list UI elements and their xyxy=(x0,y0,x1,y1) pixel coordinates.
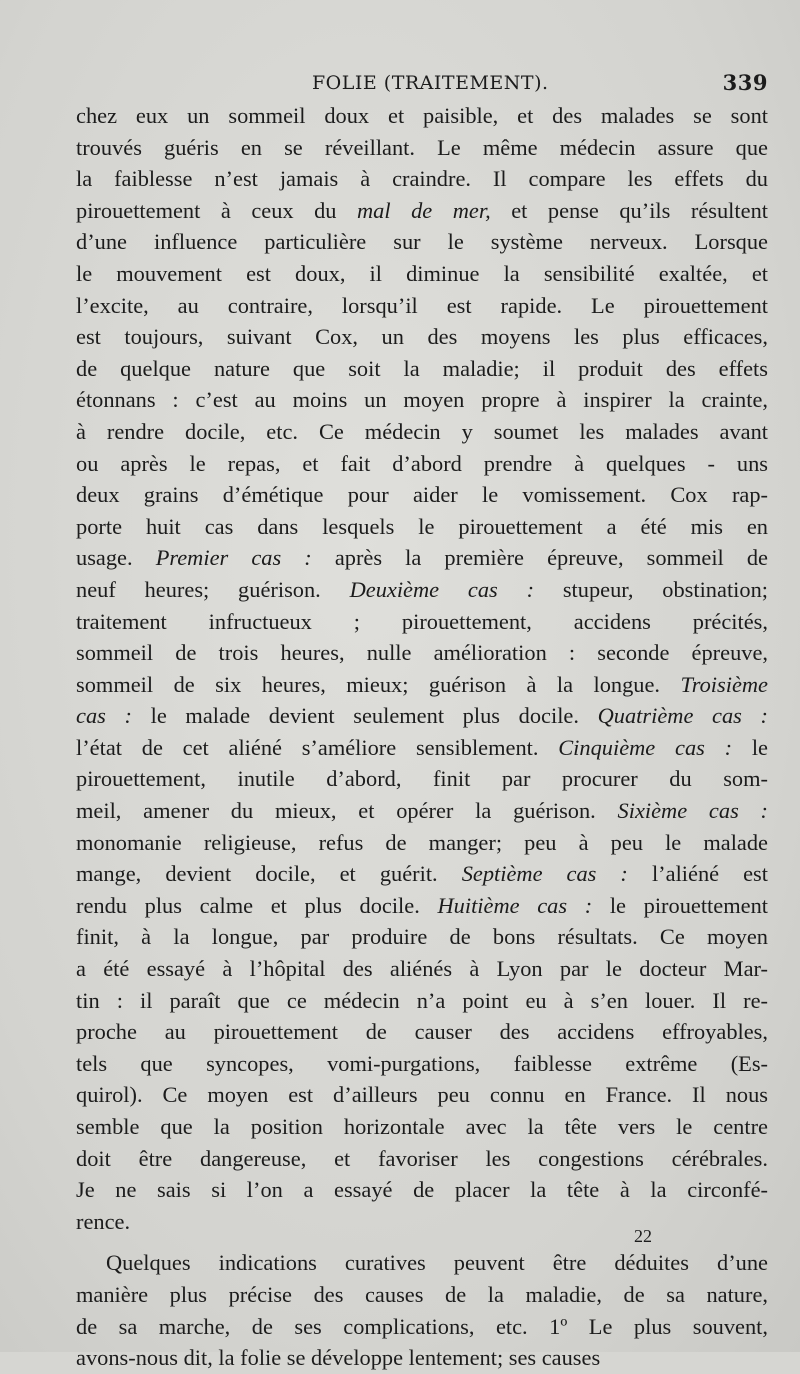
text-segment: de sa marche, de ses complications, etc. 1º Le plus souvent, xyxy=(76,1313,768,1339)
italic-segment: mal de mer, xyxy=(357,197,491,223)
text-line xyxy=(76,1111,768,1143)
text-segment: monomanie religieuse, refus de manger; peu à peu le malade xyxy=(76,829,768,855)
text-segment: pirouettement, inutile d’abord, finit par procurer du som- xyxy=(76,766,768,792)
text-segment: neuf heures; guérison. xyxy=(76,576,350,602)
text-segment: le xyxy=(732,734,768,760)
italic-segment: Cinquième cas : xyxy=(558,734,733,760)
italic-segment: Sixième cas : xyxy=(617,798,768,824)
text-segment: rendu plus calme et plus docile. xyxy=(76,892,438,918)
text-segment: ou après le repas, et fait d’abord prendre à quelques - uns xyxy=(76,450,768,476)
text-line xyxy=(76,1174,768,1206)
text-segment: meil, amener du mieux, et opérer la guérison. xyxy=(76,798,618,824)
text-segment: rence. xyxy=(76,1208,131,1234)
text-line xyxy=(76,479,768,511)
text-segment: porte huit cas dans lesquels le pirouettement a été mis en xyxy=(76,513,768,539)
text-line xyxy=(76,827,768,859)
text-segment: deux grains d’émétique pour aider le vomissement. Cox rap- xyxy=(76,482,768,508)
text-line xyxy=(76,226,768,258)
text-segment: l’état de cet aliéné s’améliore sensiblement. xyxy=(76,734,559,760)
text-segment: le malade devient seulement plus docile. xyxy=(131,703,598,729)
text-line xyxy=(76,669,768,701)
text-line xyxy=(76,100,768,132)
text-line xyxy=(76,448,768,480)
text-line xyxy=(76,542,768,574)
text-line xyxy=(76,985,768,1017)
text-segment: Je ne sais si l’on a essayé de placer la tête à la circonfé- xyxy=(76,1177,768,1203)
text-segment: la faiblesse n’est jamais à craindre. Il compare les effets du xyxy=(76,166,768,192)
text-line xyxy=(76,163,768,195)
italic-segment: Premier cas : xyxy=(155,545,312,571)
italic-segment: Deuxième cas : xyxy=(349,576,535,602)
text-line xyxy=(76,416,768,448)
text-line xyxy=(76,732,768,764)
text-line xyxy=(76,1342,768,1374)
text-line xyxy=(76,1016,768,1048)
italic-segment: Septième cas : xyxy=(461,861,628,887)
text-line xyxy=(76,637,768,669)
running-head xyxy=(76,68,768,98)
text-line xyxy=(76,921,768,953)
italic-segment: Huitième cas : xyxy=(437,892,593,918)
italic-segment: Troisième xyxy=(680,671,768,697)
text-segment: a été essayé à l’hôpital des aliénés à Lyon par le docteur Mar- xyxy=(76,956,768,982)
text-line xyxy=(76,858,768,890)
text-line xyxy=(76,1079,768,1111)
text-segment: semble que la position horizontale avec la tête vers le centre xyxy=(76,1114,768,1139)
text-segment: le mouvement est doux, il diminue la sensibilité exaltée, et xyxy=(76,260,768,286)
text-line xyxy=(76,574,768,606)
text-segment: de quelque nature que soit la maladie; il produit des effets xyxy=(76,355,768,381)
signature-mark: 22 xyxy=(634,1226,652,1246)
text-segment: trouvés guéris en se réveillant. Le même médecin assure que xyxy=(76,134,768,160)
text-line xyxy=(76,1311,768,1343)
text-line xyxy=(76,953,768,985)
text-segment: mange, devient docile, et guérit. xyxy=(76,861,462,887)
text-line xyxy=(76,1279,768,1311)
text-segment: Quelques indications curatives peuvent être déduites d’une xyxy=(106,1250,768,1276)
text-segment: manière plus précise des causes de la maladie, de sa nature, xyxy=(76,1281,768,1307)
text-segment: proche au pirouettement de causer des accidens effroyables, xyxy=(76,1019,768,1045)
text-segment: chez eux un sommeil doux et paisible, et des malades se sont xyxy=(76,103,768,128)
text-segment: pirouettement à ceux du xyxy=(76,197,357,223)
running-title: FOLIE (TRAITEMENT). xyxy=(312,72,549,94)
text-line xyxy=(76,384,768,416)
text-segment: doit être dangereuse, et favoriser les congestions cérébrales. xyxy=(76,1145,768,1171)
text-line xyxy=(76,132,768,164)
text-line xyxy=(76,353,768,385)
text-line xyxy=(76,700,768,732)
text-line xyxy=(76,321,768,353)
text-line xyxy=(76,1143,768,1175)
text-line xyxy=(76,511,768,543)
italic-segment: cas : xyxy=(76,703,132,729)
text-segment: sommeil de six heures, mieux; guérison à la longue. xyxy=(76,671,681,697)
text-segment: le pirouettement xyxy=(592,892,768,918)
text-segment: traitement infructueux ; pirouettement, accidens précités, xyxy=(76,608,768,634)
text-line xyxy=(76,763,768,795)
text-segment: l’excite, au contraire, lorsqu’il est rapide. Le pirouettement xyxy=(76,292,768,318)
text-segment: sommeil de trois heures, nulle amélioration : seconde épreuve, xyxy=(76,640,768,666)
text-segment: avons-nous dit, la folie se développe lentement; ses causes xyxy=(76,1345,601,1371)
text-line xyxy=(76,795,768,827)
body-text xyxy=(76,100,768,1374)
text-segment: finit, à la longue, par produire de bons résultats. Ce moyen xyxy=(76,924,768,950)
text-segment: l’aliéné est xyxy=(627,861,768,887)
text-segment: et pense qu’ils résultent xyxy=(490,197,768,223)
text-line xyxy=(76,890,768,922)
text-segment: tin : il paraît que ce médecin n’a point eu à s’en louer. Il re- xyxy=(76,987,768,1013)
text-segment: à rendre docile, etc. Ce médecin y soumet les malades avant xyxy=(76,418,768,444)
text-line xyxy=(76,258,768,290)
text-segment: usage. xyxy=(76,545,156,571)
text-line xyxy=(76,606,768,638)
text-segment: est toujours, suivant Cox, un des moyens les plus efficaces, xyxy=(76,324,768,350)
text-segment: stupeur, obstination; xyxy=(534,576,768,602)
text-line xyxy=(76,1048,768,1080)
text-segment: étonnans : c’est au moins un moyen propre à inspirer la crainte, xyxy=(76,387,768,413)
text-segment: tels que syncopes, vomi-purgations, faiblesse extrême (Es- xyxy=(76,1050,768,1076)
italic-segment: Quatrième cas : xyxy=(597,703,768,729)
text-segment: après la première épreuve, sommeil de xyxy=(311,545,768,571)
text-line xyxy=(76,195,768,227)
text-line xyxy=(76,290,768,322)
text-line xyxy=(76,1247,768,1279)
text-segment: d’une influence particulière sur le système nerveux. Lorsque xyxy=(76,229,768,255)
text-segment: quirol). Ce moyen est d’ailleurs peu connu en France. Il nous xyxy=(76,1082,768,1108)
page-number: 339 xyxy=(722,70,768,95)
text-line xyxy=(76,1206,768,1238)
